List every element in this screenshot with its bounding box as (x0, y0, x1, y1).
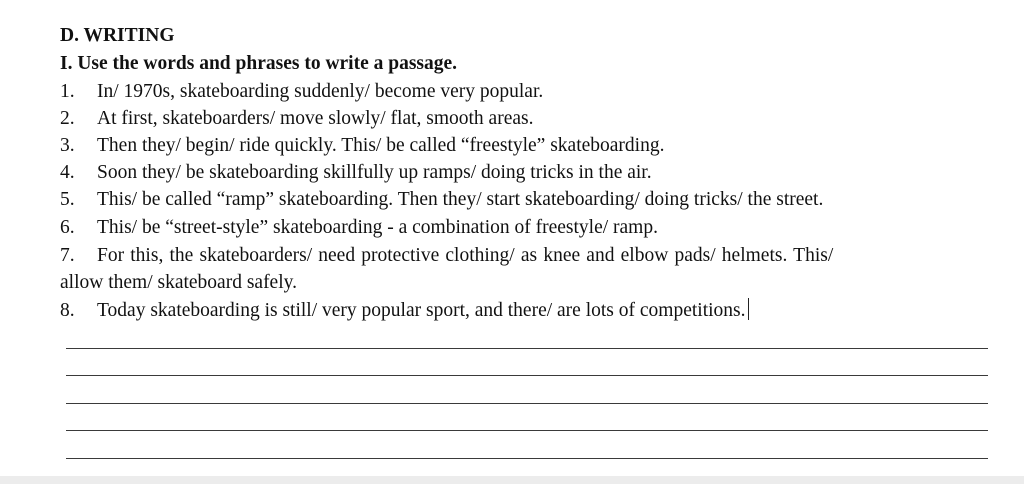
list-item-continuation: allow them/ skateboard safely. (60, 272, 297, 293)
item-number: 2. (60, 108, 75, 129)
list-item (60, 216, 658, 240)
list-item (60, 134, 664, 158)
answer-line[interactable] (66, 348, 988, 349)
answer-line[interactable] (66, 458, 988, 459)
answer-line[interactable] (66, 403, 988, 404)
item-number: 1. (60, 81, 75, 102)
answer-line[interactable] (66, 430, 988, 431)
list-item (60, 80, 543, 104)
item-text: For this, the skateboarders/ need protective clothing/ as knee and elbow pads/ helmets. This/ (97, 245, 834, 266)
list-item (60, 188, 823, 212)
section-instruction: I. Use the words and phrases to write a passage. (60, 53, 458, 74)
item-text: At first, skateboarders/ move slowly/ flat, smooth areas. (97, 108, 534, 129)
section-heading: D. WRITING (60, 25, 175, 46)
item-number: 6. (60, 217, 75, 238)
item-text: This/ be called “ramp” skateboarding. Then they/ start skateboarding/ doing tricks/ the street. (97, 189, 824, 210)
list-item (60, 161, 652, 185)
bottom-scroll-edge (0, 476, 1024, 484)
item-number: 4. (60, 162, 75, 183)
item-text: Then they/ begin/ ride quickly. This/ be called “freestyle” skateboarding. (97, 135, 665, 156)
list-item (60, 244, 833, 268)
item-number: 5. (60, 189, 75, 210)
list-item (60, 298, 749, 323)
item-number: 3. (60, 135, 75, 156)
item-number: 8. (60, 300, 75, 321)
item-text: Soon they/ be skateboarding skillfully up ramps/ doing tricks in the air. (97, 162, 652, 183)
answer-line[interactable] (66, 375, 988, 376)
item-number: 7. (60, 245, 75, 266)
item-text: This/ be “street-style” skateboarding - a combination of freestyle/ ramp. (97, 217, 658, 238)
text-cursor (748, 298, 749, 320)
item-text: Today skateboarding is still/ very popular sport, and there/ are lots of competitions. (97, 300, 746, 321)
list-item (60, 107, 533, 131)
item-text: In/ 1970s, skateboarding suddenly/ become very popular. (97, 81, 544, 102)
